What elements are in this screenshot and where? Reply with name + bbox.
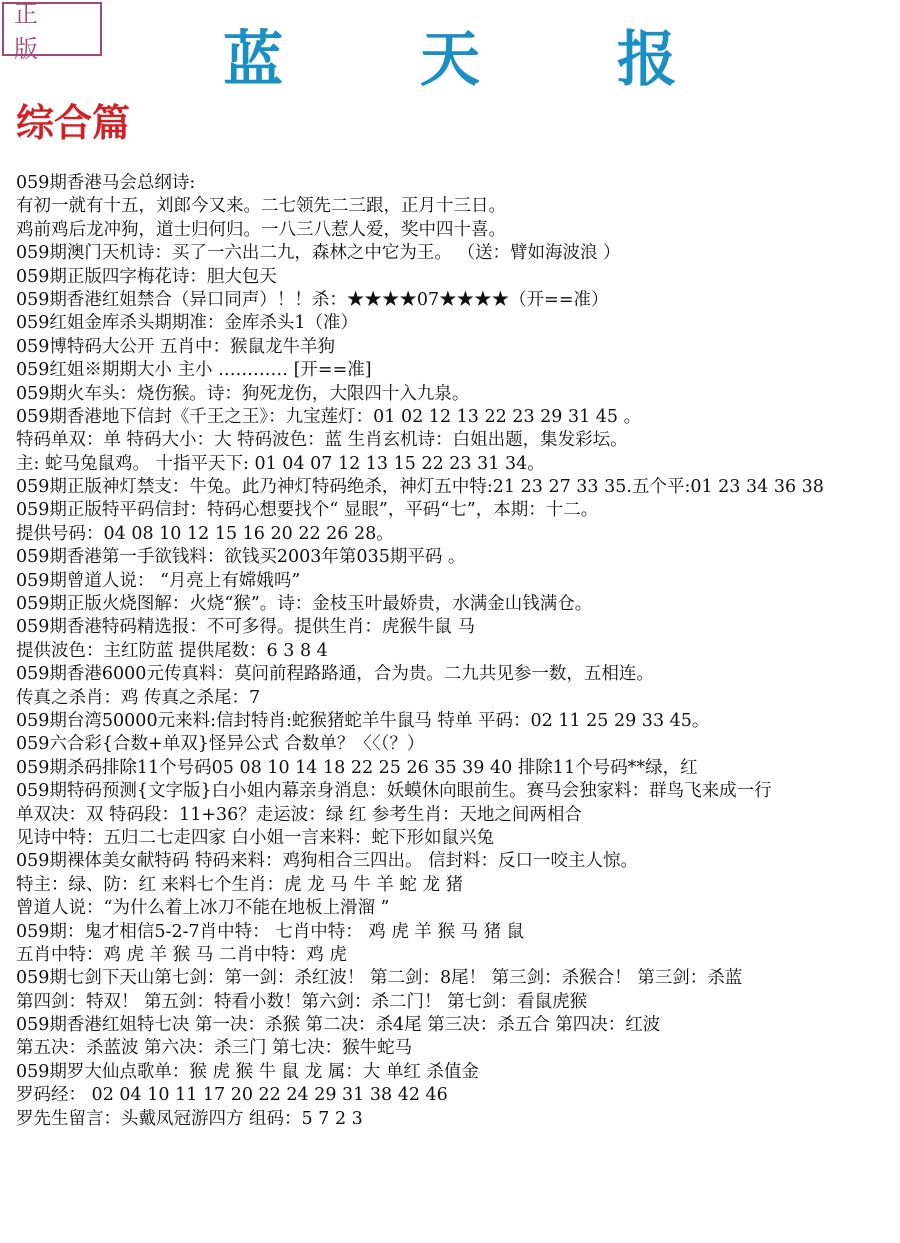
section-heading: 综合篇 <box>16 100 131 145</box>
text-line: 059期七剑下天山第七剑：第一剑：杀红波！ 第二剑：8尾！ 第三剑：杀猴合！ 第三剑：杀蓝 <box>16 968 743 989</box>
text-line: 鸡前鸡后龙冲狗，道士归何归。一八三八惹人爱，奖中四十喜。 <box>16 219 506 240</box>
text-line: 059期香港特码精选报：不可多得。提供生肖：虎猴牛鼠 马 <box>16 617 475 638</box>
text-line: 059期裸体美女献特码 特码来料：鸡狗相合三四出。 信封料：反口一咬主人惊。 <box>16 851 639 872</box>
text-line: 059期正版四字梅花诗：胆大包天 <box>16 266 277 287</box>
text-line: 059期香港马会总纲诗: <box>16 173 196 193</box>
text-line: 罗先生留言：头戴凤冠游四方 组码：5 7 2 3 <box>16 1108 363 1129</box>
text-line: 059期香港地下信封《千王之王》：九宝莲灯：01 02 12 13 22 23 29 31 45 。 <box>16 406 642 427</box>
text-line: 059期正版特平码信封：特码心想要找个“ 显眼”，平码“七”，本期：十二。 <box>16 500 599 521</box>
newspaper-title: 蓝 天 报 <box>223 25 735 95</box>
article-body <box>16 172 900 1131</box>
text-line: 059期香港第一手欲钱料：欲钱买2003年第035期平码 。 <box>16 547 466 568</box>
text-line: 059期特码预测{文字版}白小姐内幕亲身消息：妖蟆休向眼前生。赛马会独家料：群鸟飞来成一行 <box>16 781 772 802</box>
text-line: 单双决：双 特码段：11+36？走运波：绿 红 参考生肖：天地之间两相合 <box>16 804 582 825</box>
text-line: 059期澳门天机诗：买了一六出二九，森林之中它为王。 （送：臂如海波浪 ） <box>16 243 621 264</box>
edition-badge: 正 版 <box>2 2 102 56</box>
text-line: 059期正版火烧图解：火烧“猴”。诗：金枝玉叶最娇贵，水满金山钱满仓。 <box>16 594 593 615</box>
text-line: 曾道人说：“为什么着上冰刀不能在地板上滑溜 ” <box>16 898 390 919</box>
text-line: 059博特码大公开 五肖中：猴鼠龙牛羊狗 <box>16 336 335 357</box>
text-line: 第四剑：特双！ 第五剑：特看小数！第六剑：杀二门！ 第七剑：看鼠虎猴 <box>16 991 588 1012</box>
text-line: 提供波色：主红防蓝 提供尾数：6 3 8 4 <box>16 640 328 661</box>
text-line: 有初一就有十五，刘郎今又来。二七领先二三跟，正月十三日。 <box>16 196 506 217</box>
text-line: 059期台湾50000元来料:信封特肖:蛇猴猪蛇羊牛鼠马 特单 平码：02 11 25 29 33 45。 <box>16 710 710 731</box>
text-line: 059期香港红姐特七决 第一决：杀猴 第二决：杀4尾 第三决：杀五合 第四决：红波 <box>16 1015 661 1036</box>
text-line: 059红姐※期期大小 主小 ………… [开==准] <box>16 360 372 381</box>
text-line: 五肖中特：鸡 虎 羊 猴 马 二肖中特：鸡 虎 <box>16 944 347 965</box>
text-line: 059期香港6000元传真料：莫问前程路路通，合为贵。二九共见参一数，五相连。 <box>16 664 654 685</box>
text-line: 059红姐金库杀头期期准：金库杀头1（准） <box>16 313 359 334</box>
text-line: 特码单双：单 特码大小：大 特码波色：蓝 生肖玄机诗：白姐出题，集发彩坛。 <box>16 430 628 451</box>
text-line: 第五决：杀蓝波 第六决：杀三门 第七决：猴牛蛇马 <box>16 1038 413 1059</box>
text-line: 传真之杀肖：鸡 传真之杀尾：7 <box>16 687 261 708</box>
text-line: 059期香港红姐禁合（异口同声）！！杀：★★★★07★★★★（开==准） <box>16 289 609 310</box>
text-line: 罗码经： 02 04 10 11 17 20 22 24 29 31 38 42 46 <box>16 1085 448 1106</box>
text-line: 提供号码：04 08 10 12 15 16 20 22 26 28。 <box>16 523 394 544</box>
text-line: 主: 蛇马兔鼠鸡。 十指平天下: 01 04 07 12 13 15 22 23 31 34。 <box>16 453 545 474</box>
text-line: 059期罗大仙点歌单：猴 虎 猴 牛 鼠 龙 属：大 单红 杀值金 <box>16 1061 479 1082</box>
text-line: 059期杀码排除11个号码05 08 10 14 18 22 25 26 35 39 40 排除11个号码**绿，红 <box>16 757 698 778</box>
text-line: 059期曾道人说： “月亮上有嫦娥吗” <box>16 570 301 591</box>
text-line: 特主：绿、防：红 来料七个生肖：虎 龙 马 牛 羊 蛇 龙 猪 <box>16 874 464 895</box>
text-line: 059期正版神灯禁支：牛兔。此乃神灯特码绝杀，神灯五中特:21 23 27 33 35.五个平:01 23 34 36 38 <box>16 477 824 498</box>
text-line: 059六合彩{合数+单双}怪异公式 合数单？〈〈（？） <box>16 734 425 755</box>
text-line: 059期火车头：烧伤猴。诗：狗死龙伤，大限四十入九泉。 <box>16 383 470 404</box>
text-line: 见诗中特：五归二七走四家 白小姐一言来料：蛇下形如鼠兴兔 <box>16 827 495 848</box>
text-line: 059期：鬼才相信5-2-7肖中特： 七肖中特： 鸡 虎 羊 猴 马 猪 鼠 <box>16 921 525 942</box>
